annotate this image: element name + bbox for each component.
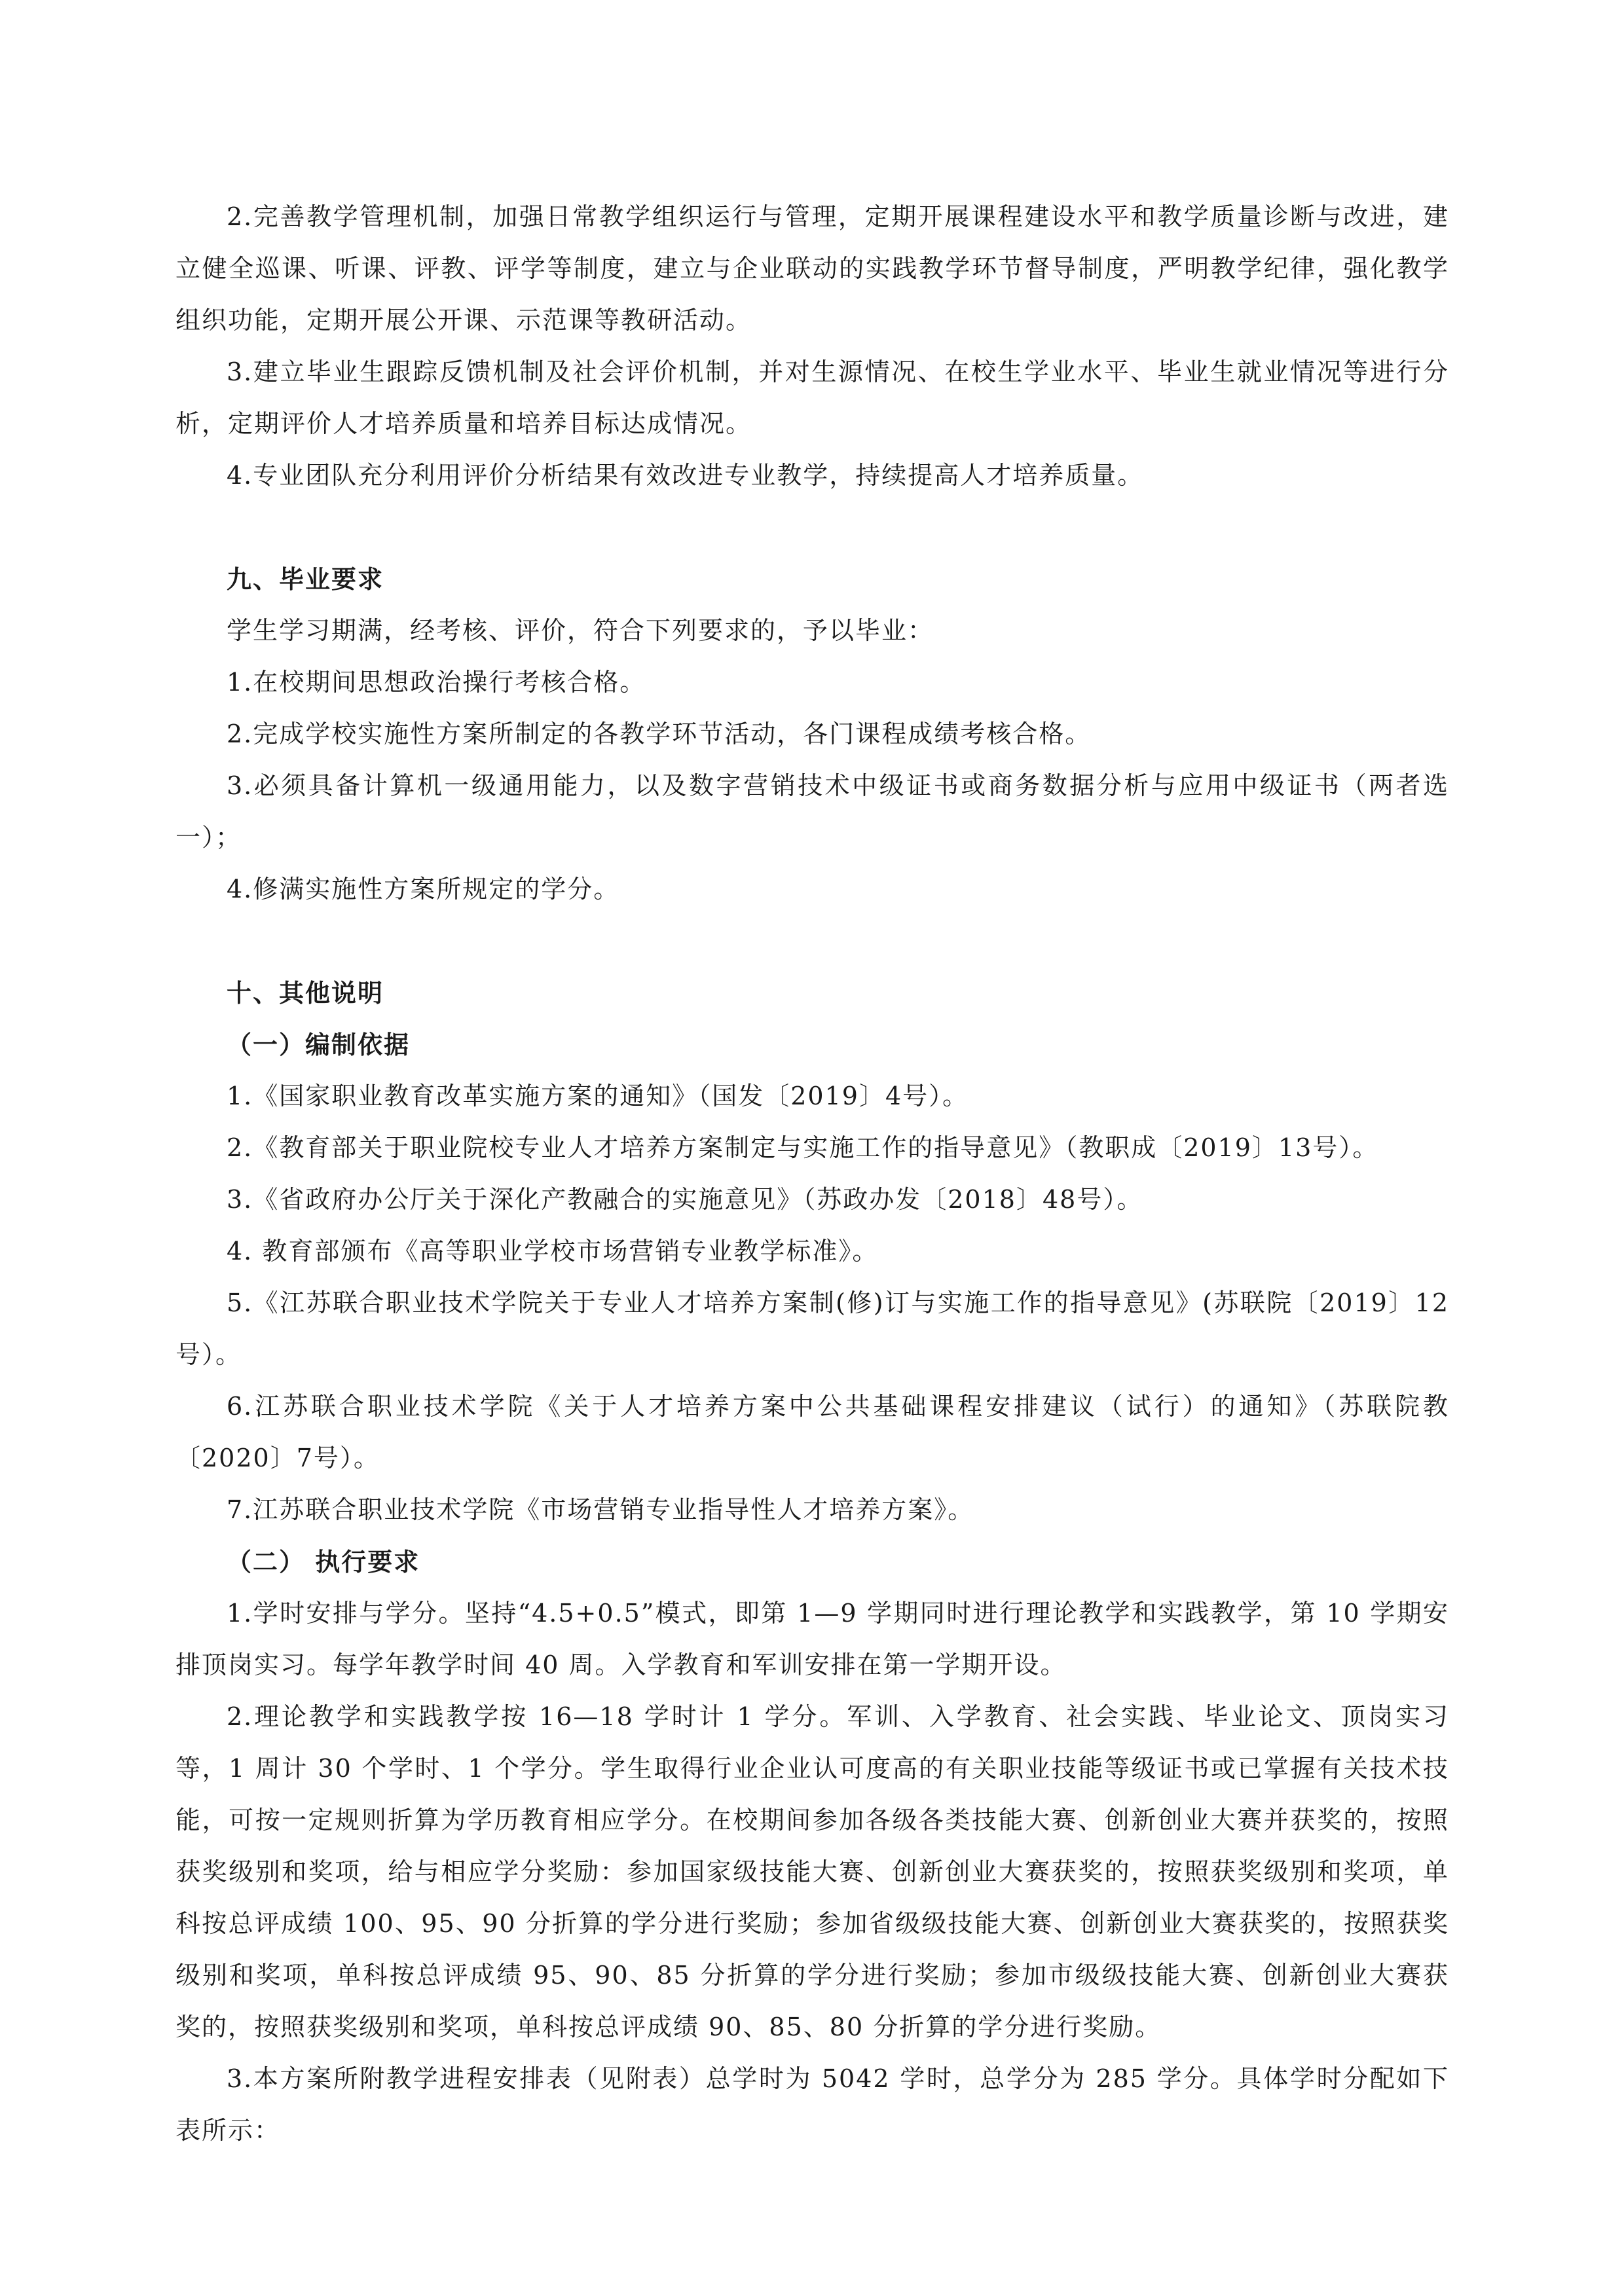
paragraph: 3.建立毕业生跟踪反馈机制及社会评价机制，并对生源情况、在校生学业水平、毕业生就业情况等进行分析，定期评价人才培养质量和培养目标达成情况。: [175, 357, 1449, 438]
list-item: 6.江苏联合职业技术学院《关于人才培养方案中公共基础课程安排建议（试行）的通知》（苏联院教〔2020〕7号）。: [175, 1392, 1449, 1472]
subsection-heading-basis: （一）编制依据: [227, 1030, 411, 1059]
list-item: 3.《省政府办公厅关于深化产教融合的实施意见》（苏政办发〔2018〕48号）。: [227, 1185, 1143, 1214]
list-item: 3.必须具备计算机一级通用能力，以及数字营销技术中级证书或商务数据分析与应用中级证书（两者选一）；: [175, 771, 1449, 852]
paragraph: 学生学习期满，经考核、评价，符合下列要求的，予以毕业：: [227, 616, 934, 645]
spacer: [175, 501, 1449, 553]
paragraph: 4.专业团队充分利用评价分析结果有效改进专业教学，持续提高人才培养质量。: [227, 461, 1144, 490]
section-heading-graduation: 九、毕业要求: [227, 564, 384, 594]
section-heading-other-notes: 十、其他说明: [227, 978, 384, 1008]
list-item: 5.《江苏联合职业技术学院关于专业人才培养方案制(修)订与实施工作的指导意见》(苏联院〔2019〕12号）。: [175, 1288, 1449, 1369]
subsection-heading-requirements: （二） 执行要求: [227, 1547, 420, 1576]
list-item: 2.完成学校实施性方案所制定的各教学环节活动，各门课程成绩考核合格。: [227, 720, 1092, 748]
list-item: 7.江苏联合职业技术学院《市场营销专业指导性人才培养方案》。: [227, 1495, 974, 1524]
document-body: [175, 191, 1449, 2157]
list-item: 3.本方案所附教学进程安排表（见附表）总学时为 5042 学时，总学分为 285 学分。具体学时分配如下表所示：: [175, 2064, 1449, 2145]
list-item: 4.修满实施性方案所规定的学分。: [227, 875, 620, 903]
list-item: 2.理论教学和实践教学按 16—18 学时计 1 学分。军训、入学教育、社会实践、毕业论文、顶岗实习等，1 周计 30 个学时、1 个学分。学生取得行业企业认可度高的有关职业技能等级证书或已掌握有关技术技能，可按一定规则折算为学历教育相应学分。在校期间参加各级各类技能大赛、创新创业大赛并获奖的，按照获奖级别和奖项，给与相应学分奖励：参加国家级技能大赛、创新创业大赛获奖的，按照获奖级别和奖项，单科按总评成绩 100、95、90 分折算的学分进行奖励；参加省级级技能大赛、创新创业大赛获奖的，按照获奖级别和奖项，单科按总评成绩 95、90、85 分折算的学分进行奖励；参加市级级技能大赛、创新创业大赛获奖的，按照获奖级别和奖项，单科按总评成绩 90、85、80 分折算的学分进行奖励。: [175, 1702, 1449, 2041]
list-item: 4. 教育部颁布《高等职业学校市场营销专业教学标准》。: [227, 1237, 879, 1266]
list-item: 1.在校期间思想政治操行考核合格。: [227, 668, 646, 697]
list-item: 1.学时安排与学分。坚持“4.5+0.5”模式，即第 1—9 学期同时进行理论教学和实践教学，第 10 学期安排顶岗实习。每学年教学时间 40 周。入学教育和军训安排在第一学期开设。: [175, 1599, 1449, 1679]
spacer: [175, 915, 1449, 967]
list-item: 1.《国家职业教育改革实施方案的通知》（国发〔2019〕4号）。: [227, 1082, 969, 1110]
paragraph: 2.完善教学管理机制，加强日常教学组织运行与管理，定期开展课程建设水平和教学质量诊断与改进，建立健全巡课、听课、评教、评学等制度，建立与企业联动的实践教学环节督导制度，严明教学纪律，强化教学组织功能，定期开展公开课、示范课等教研活动。: [175, 202, 1449, 335]
list-item: 2.《教育部关于职业院校专业人才培养方案制定与实施工作的指导意见》（教职成〔2019〕13号）。: [227, 1133, 1379, 1162]
